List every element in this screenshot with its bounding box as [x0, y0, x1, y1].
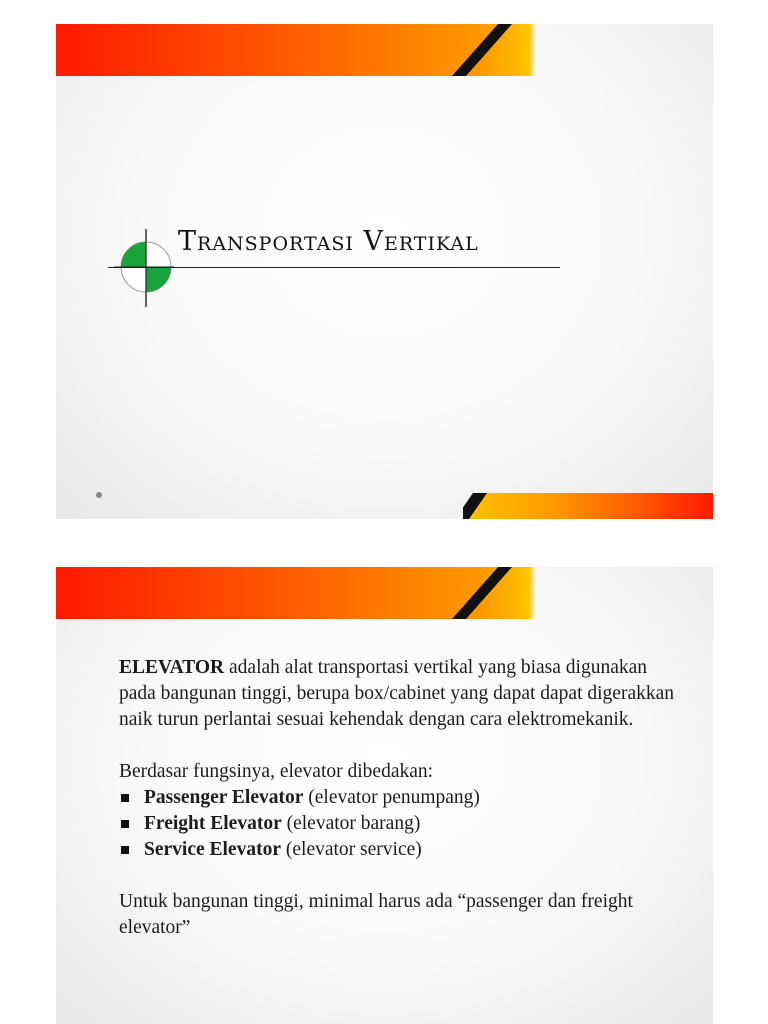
- elevator-types-list: [119, 785, 679, 863]
- list-item: Passenger Elevator (elevator penumpang): [119, 785, 679, 811]
- content-slide: [56, 567, 713, 1024]
- slide-bullet-dot: [96, 492, 102, 498]
- requirement-paragraph: Untuk bangunan tinggi, minimal harus ada “passenger dan freight elevator”: [119, 891, 633, 938]
- definition-term: ELEVATOR: [119, 657, 225, 678]
- square-bullet-icon: [121, 846, 129, 854]
- slide-body: [119, 655, 679, 941]
- top-slash-stripe: [436, 24, 526, 76]
- types-intro: Berdasar fungsinya, elevator dibedakan:: [119, 761, 434, 782]
- top-accent-band: [56, 567, 713, 619]
- list-item: Service Elevator (elevator service): [119, 837, 679, 863]
- title-underline: [108, 267, 560, 268]
- top-slash-stripe: [436, 567, 526, 619]
- slide-title: Transportasi Vertikal: [178, 226, 479, 257]
- top-accent-band: [56, 24, 713, 76]
- bottom-accent-band: [463, 493, 713, 519]
- list-item: Freight Elevator (elevator barang): [119, 811, 679, 837]
- title-slide: [56, 24, 713, 519]
- crosshair-marker-icon: [114, 229, 184, 309]
- square-bullet-icon: [121, 794, 129, 802]
- definition-text: adalah alat transportasi vertikal yang biasa digunakan pada bangunan tinggi, berupa box/cabinet yang dapat dapat digerakkan naik turun perlantai sesuai kehendak dengan cara elektromekanik.: [119, 657, 675, 730]
- square-bullet-icon: [121, 820, 129, 828]
- definition-paragraph: [119, 655, 679, 733]
